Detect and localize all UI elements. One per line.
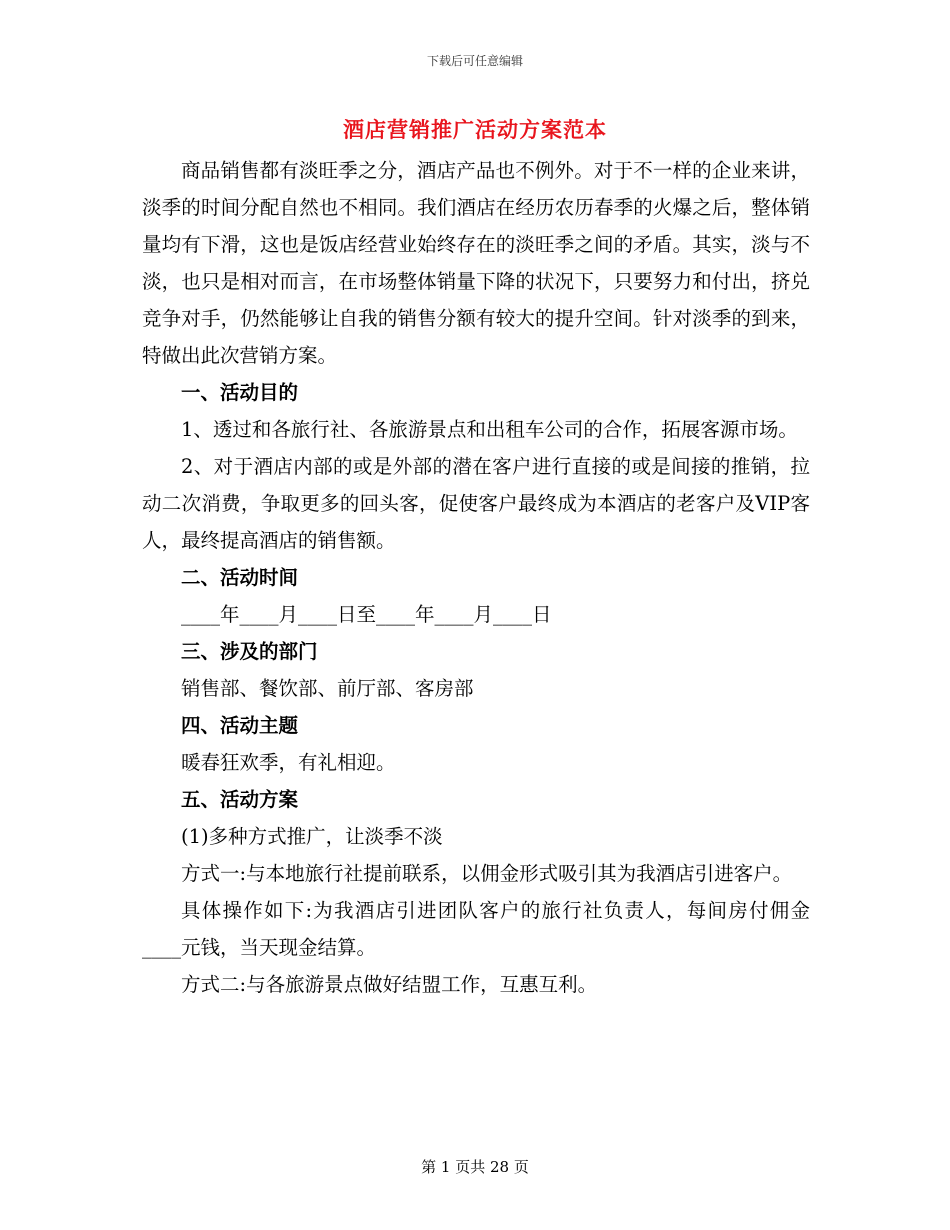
document-title: 酒店营销推广活动方案范本 (343, 117, 607, 142)
page-footer: 第 1 页共 28 页 (421, 1158, 529, 1176)
paragraph-theme: 暖春狂欢季，有礼相迎。 (181, 751, 396, 774)
section-heading-theme: 四、活动主题 (181, 714, 299, 737)
section-heading-plan: 五、活动方案 (181, 788, 299, 811)
paragraph-method-1: 方式一:与本地旅行社提前联系，以佣金形式吸引其为我酒店引进客户。 (181, 862, 793, 885)
paragraph-time-blank: ____年____月____日至____年____月____日 (181, 603, 552, 626)
section-heading-departments: 三、涉及的部门 (181, 640, 318, 663)
paragraph-purpose-2: 2、对于酒店内部的或是外部的潜在客户进行直接的或是间接的推销，拉动二次消费，争取更多的回头客，促使客户最终成为本酒店的老客户及VIP客人，最终提高酒店的销售额。 (142, 455, 810, 552)
section-heading-time: 二、活动时间 (181, 566, 299, 589)
intro-paragraph: 商品销售都有淡旺季之分，酒店产品也不例外。对于不一样的企业来讲，淡季的时间分配自然也不相同。我们酒店在经历农历春季的火爆之后，整体销量均有下滑，这也是饭店经营业始终存在的淡旺季之间的矛盾。其实，淡与不淡，也只是相对而言，在市场整体销量下降的状况下，只要努力和付出，挤兑竞争对手，仍然能够让自我的销售分额有较大的提升空间。针对淡季的到来，特做出此次营销方案。 (142, 159, 810, 367)
paragraph-purpose-1: 1、透过和各旅行社、各旅游景点和出租车公司的合作，拓展客源市场。 (181, 418, 798, 441)
section-heading-purpose: 一、活动目的 (181, 381, 299, 404)
paragraph-plan-1: (1)多种方式推广，让淡季不淡 (181, 825, 443, 848)
paragraph-method-1-detail: 具体操作如下:为我酒店引进团队客户的旅行社负责人，每间房付佣金____元钱，当天现金结算。 (142, 899, 810, 959)
document-body (142, 152, 810, 1003)
page-header-note: 下载后可任意编辑 (426, 54, 523, 68)
paragraph-method-2: 方式二:与各旅游景点做好结盟工作，互惠互利。 (181, 973, 598, 996)
paragraph-departments: 销售部、餐饮部、前厅部、客房部 (181, 677, 474, 700)
